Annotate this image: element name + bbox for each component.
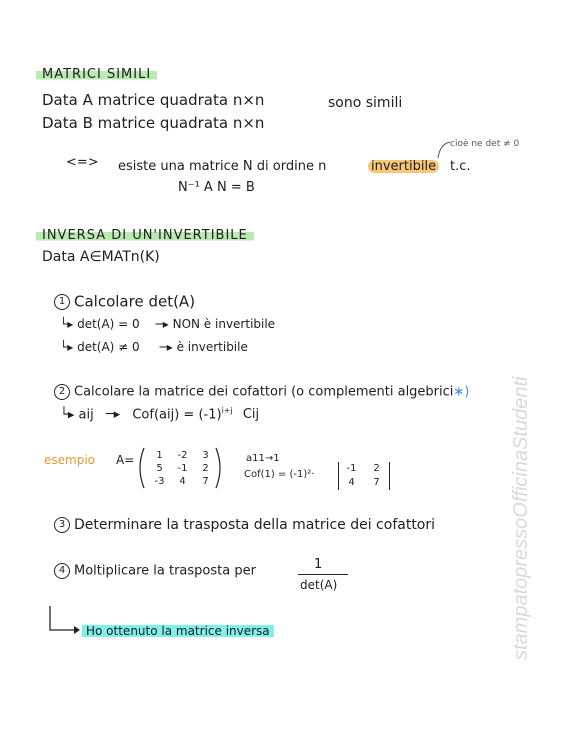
asterisk-icon: ∗) <box>453 384 470 400</box>
data-line: Data A∈MATn(K) <box>42 249 160 265</box>
matrix-a <box>148 449 218 488</box>
minor-cell: 2 <box>373 463 380 474</box>
watermark: stampatopressoOfficinaStudenti <box>510 376 532 660</box>
line-data-a: Data A matrice quadrata n×n <box>42 91 265 109</box>
esempio-label: esempio <box>44 453 95 467</box>
step1 <box>54 294 195 310</box>
step1-text: Calcolare det(A) <box>74 292 196 311</box>
side-note: cioè ne det ≠ 0 <box>450 139 520 149</box>
right-arrow-icon: ─▸ <box>105 407 121 423</box>
matrix-cell: 5 <box>156 463 163 474</box>
step2-cij: Cij <box>242 407 260 423</box>
formula-nan: N⁻¹ A N = B <box>178 180 255 195</box>
minor-cell: 7 <box>373 477 380 488</box>
matrix-cell: -2 <box>177 450 188 461</box>
section-title-matrici-simili: MATRICI SIMILI <box>36 68 157 81</box>
step1-case-b-right: è invertibile <box>176 340 248 354</box>
matrix-a-label: A= <box>116 453 135 467</box>
step1-case-a-right: NON è invertibile <box>172 317 276 331</box>
branch-arrow-icon: └▸ <box>60 317 74 331</box>
section-title-inversa: INVERSA DI UN'INVERTIBILE <box>36 229 254 242</box>
side-note-arrow-icon <box>436 140 456 160</box>
step2-aij: aij <box>78 407 94 423</box>
fraction-numerator: 1 <box>314 557 323 572</box>
minor-cell: 4 <box>348 477 355 488</box>
step2 <box>54 384 469 400</box>
fraction-denominator: det(A) <box>300 578 338 592</box>
step1-number: 1 <box>54 294 70 310</box>
step2-number: 2 <box>54 384 70 400</box>
matrix-cell: 2 <box>202 463 209 474</box>
example-a11: a11→1 <box>246 453 280 464</box>
step3-text: Determinare la trasposta della matrice dei cofattori <box>74 517 436 533</box>
result-highlight: Ho ottenuto la matrice inversa <box>82 625 274 637</box>
matrix-cell: -3 <box>154 476 165 487</box>
step1-case-a <box>60 318 275 330</box>
step3-number: 3 <box>54 517 70 533</box>
branch-arrow-icon: └▸ <box>60 407 75 423</box>
fraction-bar <box>298 574 348 575</box>
step3 <box>54 517 435 533</box>
step2-cof: Cof(aij) = (-1) <box>132 407 222 423</box>
matrix-cell: 4 <box>179 476 186 487</box>
step2-exponent: i+j <box>221 406 233 415</box>
step2-text: Calcolare la matrice dei cofattori (o complementi algebrici <box>74 384 454 400</box>
sono-simili-label: sono simili <box>328 95 403 111</box>
step4 <box>54 563 256 579</box>
right-arrow-icon: ─▸ <box>155 317 169 331</box>
step1-case-a-left: det(A) = 0 <box>77 317 140 331</box>
matrix-cell: 1 <box>156 450 163 461</box>
right-arrow-icon: ─▸ <box>159 340 173 354</box>
branch-arrow-icon: └▸ <box>60 340 74 354</box>
step1-case-b <box>60 341 248 353</box>
matrix-cell: 7 <box>202 476 209 487</box>
equivalence-symbol: <=> <box>66 155 99 170</box>
result-arrow-icon <box>48 606 82 636</box>
esiste-text: esiste una matrice N di ordine n <box>118 159 327 174</box>
step4-text: Moltiplicare la trasposta per <box>74 563 256 579</box>
minor-determinant <box>338 462 390 490</box>
step2-sub <box>60 407 259 421</box>
step1-case-b-left: det(A) ≠ 0 <box>77 340 140 354</box>
minor-cell: -1 <box>346 463 357 474</box>
line-data-b: Data B matrice quadrata n×n <box>42 114 265 132</box>
matrix-cell: -1 <box>177 463 188 474</box>
matrix-cell: 3 <box>202 450 209 461</box>
tc-label: t.c. <box>450 159 471 174</box>
invertibile-highlight: invertibile <box>368 160 439 173</box>
step4-number: 4 <box>54 563 70 579</box>
example-cof: Cof(1) = (-1)²· <box>244 469 315 480</box>
